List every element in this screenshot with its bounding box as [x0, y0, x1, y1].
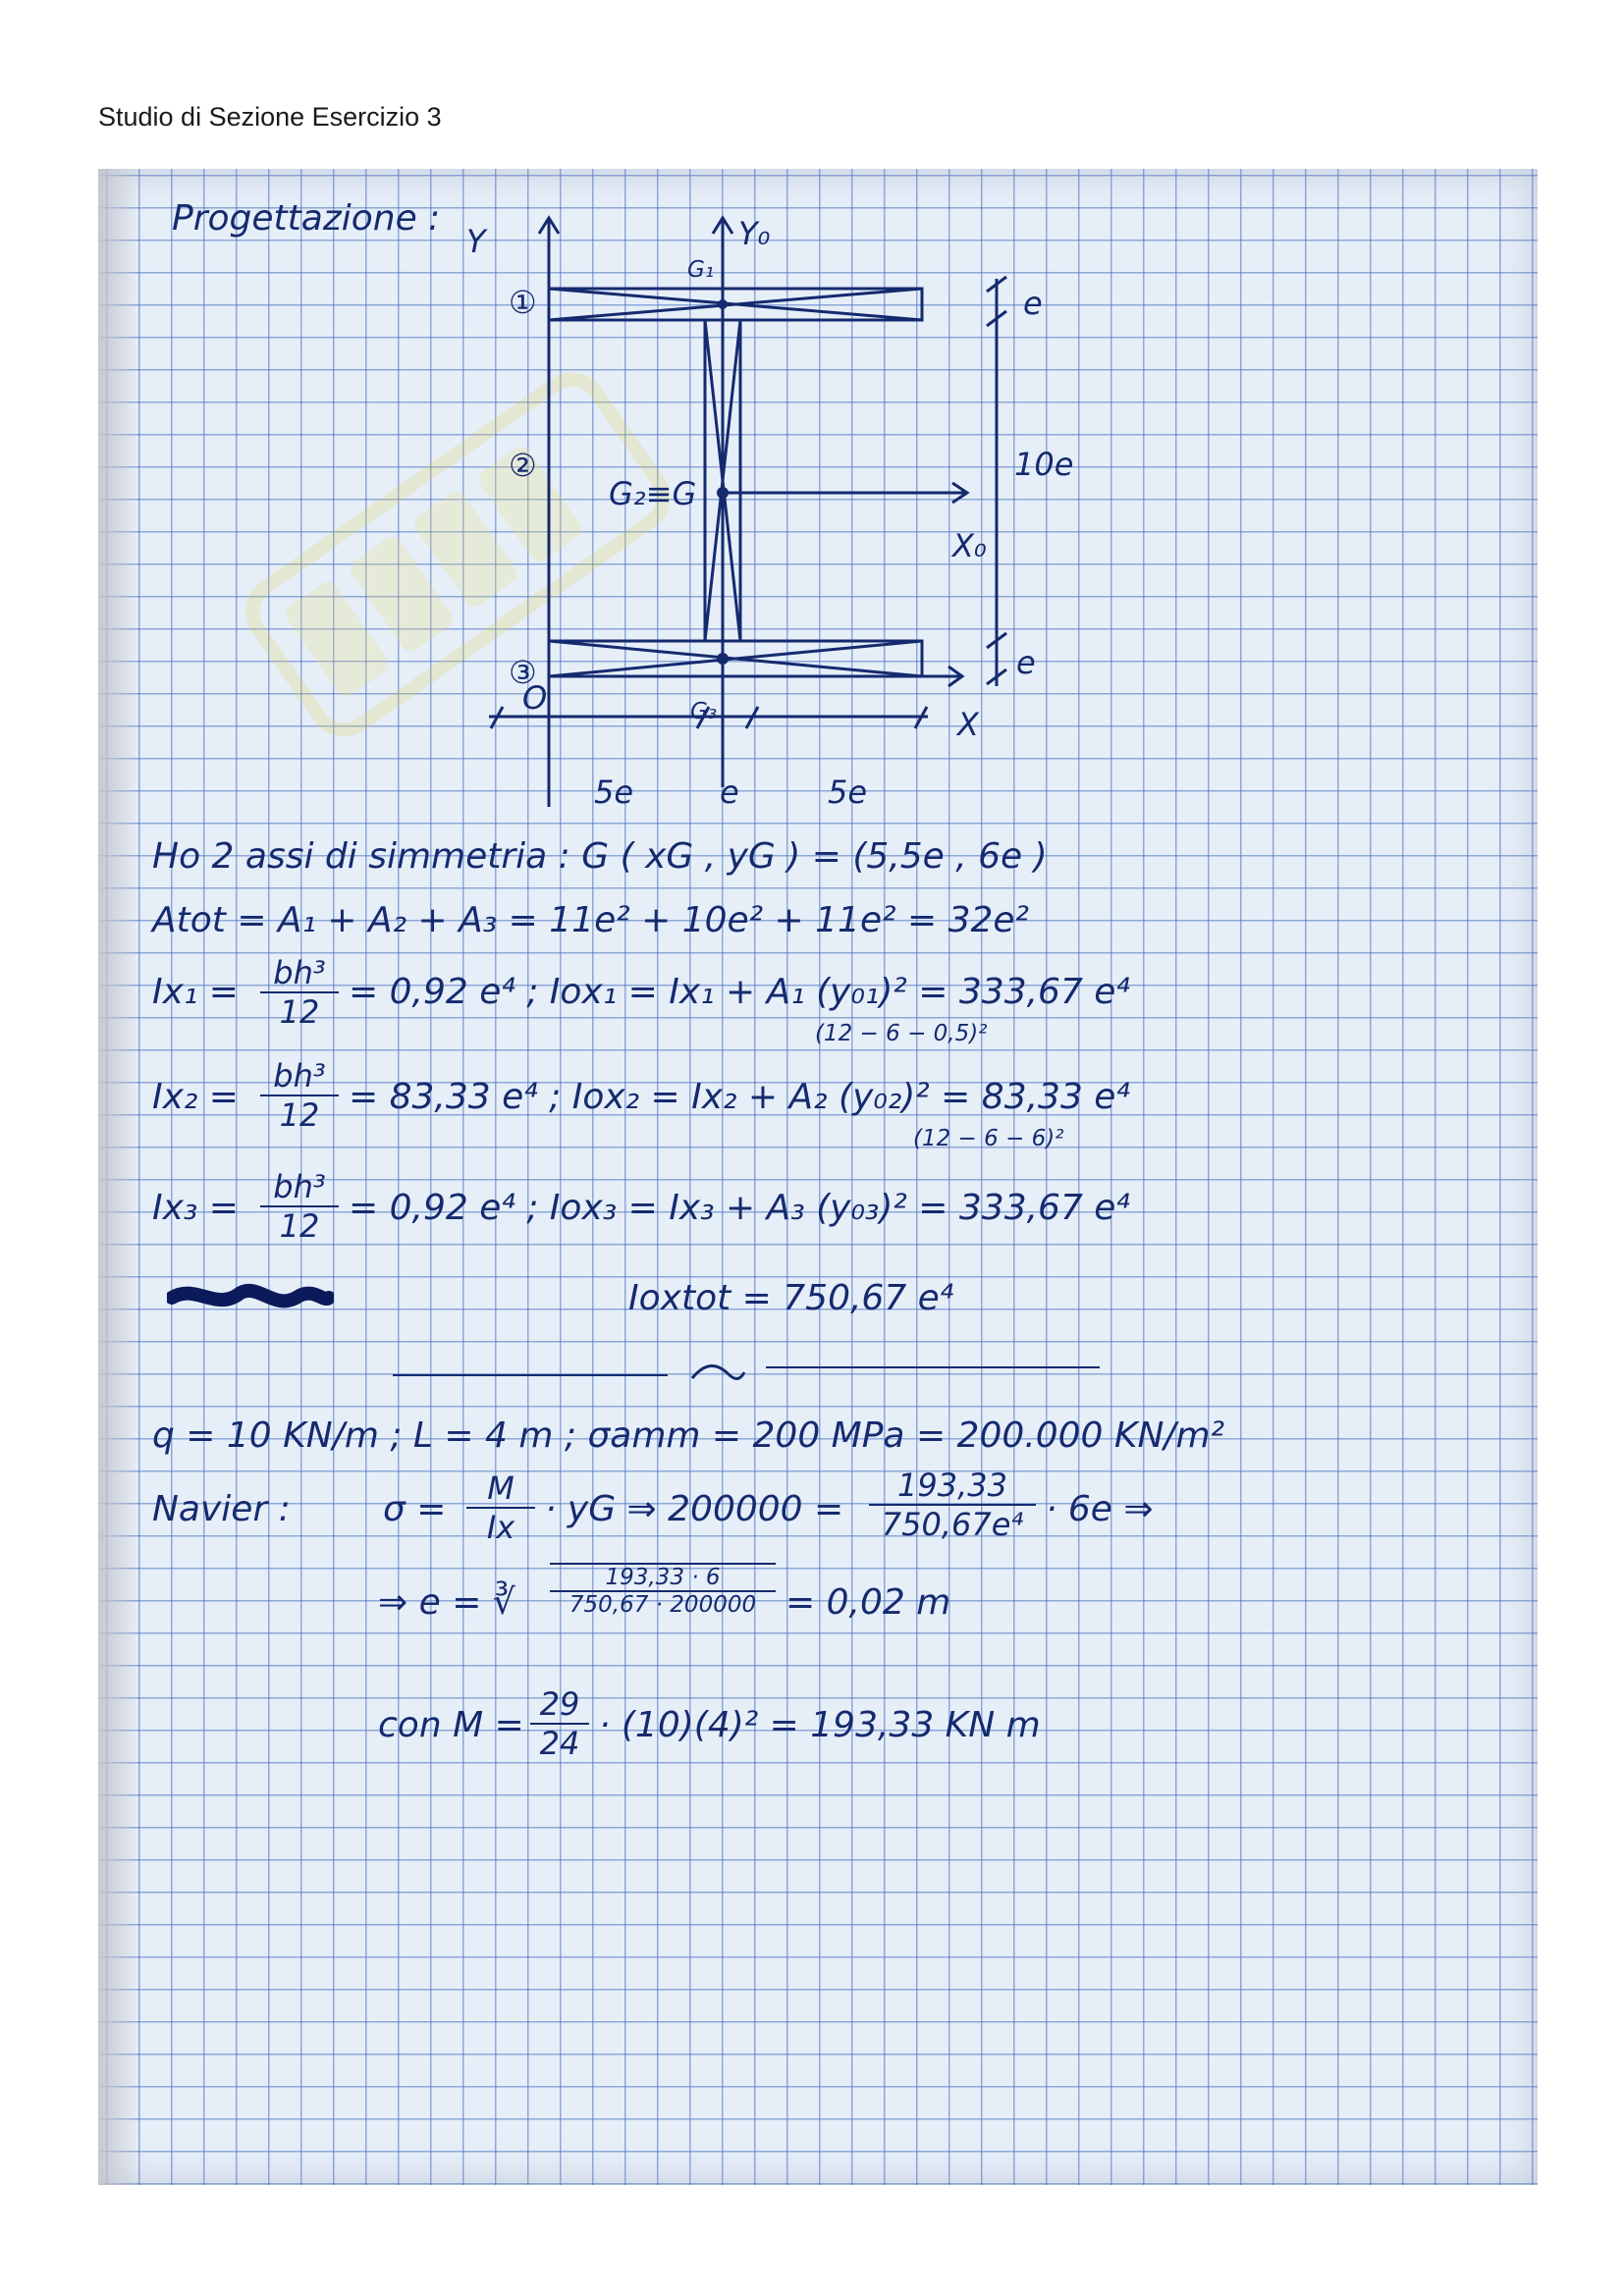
dim-left-label: 5e — [594, 774, 634, 811]
navier-mid: · yG ⇒ 200000 = — [545, 1489, 844, 1529]
dim-bot-label: e — [1016, 644, 1036, 681]
ix1-lhs: Ix₁ = — [152, 972, 239, 1012]
centroid-g1 — [718, 299, 728, 309]
ix1-rhs: = 0,92 e⁴ ; Iox₁ = Ix₁ + A₁ (y₀₁)² = 333,67 e⁴ — [349, 972, 1130, 1012]
ix3-fraction — [260, 1168, 339, 1245]
i-section-drawing — [98, 169, 1538, 915]
part1-marker: ① — [509, 284, 537, 321]
moment-numerator: 29 — [530, 1685, 589, 1725]
navier-label: Navier : — [152, 1489, 291, 1529]
dim-center-label: e — [720, 774, 739, 811]
dim-top-label: e — [1023, 285, 1043, 322]
centroid-g3 — [717, 653, 729, 665]
origin-label: O — [522, 679, 548, 717]
separator-tilde — [687, 1359, 746, 1388]
e-rhs: = 0,02 m — [785, 1582, 951, 1623]
ix3-rhs: = 0,92 e⁴ ; Iox₃ = Ix₃ + A₃ (y₀₃)² = 333,67 e⁴ — [349, 1188, 1130, 1228]
axis-y0-label: Y₀ — [738, 215, 771, 252]
dim-right-label: 5e — [828, 774, 868, 811]
navier-sigma: σ = — [383, 1489, 447, 1529]
moment-rhs: · (10)(4)² = 193,33 KN m — [599, 1705, 1041, 1745]
axis-y-label: Y — [466, 223, 486, 260]
navier-frac2-den: 750,67e⁴ — [881, 1506, 1024, 1543]
axis-x-label: X — [957, 706, 979, 743]
navier-fraction-1 — [466, 1469, 535, 1546]
dim-mid-label: 10e — [1014, 446, 1074, 483]
axis-x0-label: X₀ — [952, 527, 987, 564]
e-denominator: 750,67 · 200000 — [568, 1592, 757, 1618]
ix1-note: (12 − 6 − 0,5)² — [815, 1021, 988, 1046]
separator-right — [766, 1366, 1100, 1368]
g1-label: G₁ — [687, 257, 715, 283]
ix3-numerator: bh³ — [260, 1168, 339, 1207]
navier-end: · 6e ⇒ — [1046, 1489, 1154, 1529]
separator-left — [393, 1374, 668, 1376]
graph-paper-page — [98, 169, 1538, 2185]
moment-denominator: 24 — [539, 1725, 580, 1762]
e-fraction — [550, 1563, 776, 1618]
navier-frac2-num: 193,33 — [869, 1467, 1036, 1506]
moment-lhs: con M = — [378, 1705, 524, 1745]
symmetry-line: Ho 2 assi di simmetria : G ( xG , yG ) = (5,5e , 6e ) — [152, 836, 1048, 877]
ix3-denominator: 12 — [279, 1207, 320, 1245]
ix2-lhs: Ix₂ = — [152, 1077, 239, 1117]
document-title: Studio di Sezione Esercizio 3 — [98, 102, 442, 132]
part3-marker: ③ — [509, 654, 537, 691]
ix1-denominator: 12 — [279, 993, 320, 1031]
iox-total: Ioxtot = 750,67 e⁴ — [628, 1278, 954, 1318]
area-line: Atot = A₁ + A₂ + A₃ = 11e² + 10e² + 11e² = 32e² — [152, 900, 1029, 940]
ix1-fraction — [260, 954, 339, 1031]
navier-frac1-num: M — [466, 1469, 535, 1509]
g3-label: G₃ — [690, 699, 718, 724]
ix2-denominator: 12 — [279, 1096, 320, 1134]
centroid-g — [717, 487, 729, 499]
loads-line: q = 10 KN/m ; L = 4 m ; σamm = 200 MPa = 200.000 KN/m² — [152, 1415, 1225, 1456]
ix2-numerator: bh³ — [260, 1057, 339, 1096]
scribble-mark — [167, 1278, 334, 1317]
ix2-fraction — [260, 1057, 339, 1134]
navier-frac1-den: Ix — [486, 1509, 515, 1546]
navier-fraction-2 — [869, 1467, 1036, 1543]
moment-fraction — [530, 1685, 589, 1762]
e-numerator: 193,33 · 6 — [550, 1565, 776, 1592]
ix2-note: (12 − 6 − 6)² — [913, 1126, 1064, 1151]
ix3-lhs: Ix₃ = — [152, 1188, 239, 1228]
e-lhs: ⇒ e = ∛ — [378, 1582, 515, 1623]
section-heading: Progettazione : — [172, 198, 441, 239]
part2-marker: ② — [509, 447, 537, 484]
ix1-numerator: bh³ — [260, 954, 339, 993]
g2-label: G₂≡G — [609, 475, 697, 512]
ix2-rhs: = 83,33 e⁴ ; Iox₂ = Ix₂ + A₂ (y₀₂)² = 83,33 e⁴ — [349, 1077, 1130, 1117]
